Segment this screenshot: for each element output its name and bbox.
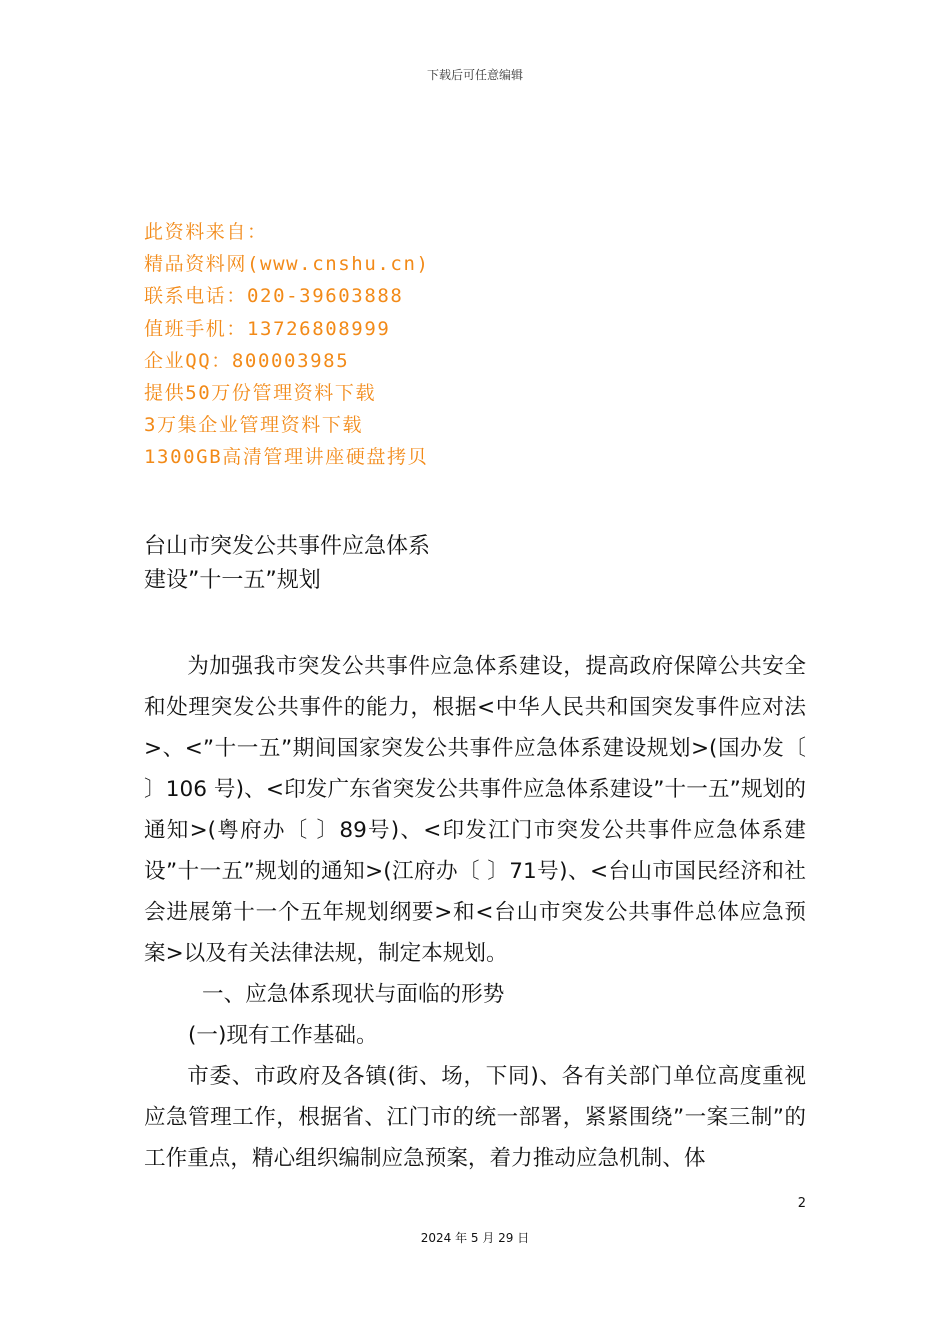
page-number: 2 bbox=[797, 1196, 806, 1211]
title-line-1: 台山市突发公共事件应急体系 bbox=[144, 534, 431, 559]
subsection-heading: (一)现有工作基础。 bbox=[188, 1023, 378, 1048]
intro-paragraph: 为加强我市突发公共事件应急体系建设，提高政府保障公共安全和处理突发公共事件的能力，根据<中华人民共和国突发事件应对法>、<”十一五”期间国家突发公共事件应急体系建设规划>(国办发〔 〕106 号)、<印发广东省突发公共事件应急体系建设”十一五”规划的通知>(粤府办〔 〕89号)、<印发江门市突发公共事件应急体系建设”十一五”规划的通知>(江府办〔 〕71号)、<台山市国民经济和社会进展第十一个五年规划纲要>和<台山市突发公共事件总体应急预案>以及有关法律法规，制定本规划。 bbox=[144, 654, 806, 966]
offer-line-3: 1300GB高清管理讲座硬盘拷贝 bbox=[144, 446, 429, 469]
source-website-line: 精品资料网(www.cnshu.cn) bbox=[144, 253, 430, 276]
document-title bbox=[144, 530, 804, 598]
offer-line-2: 3万集企业管理资料下载 bbox=[144, 414, 364, 437]
title-line-2: 建设”十一五”规划 bbox=[144, 568, 321, 593]
source-notice-block bbox=[144, 216, 804, 474]
source-notice-line: 此资料来自： bbox=[144, 221, 268, 243]
body-paragraph: 市委、市政府及各镇(街、场，下同)、各有关部门单位高度重视应急管理工作，根据省、江门市的统一部署，紧紧围绕”一案三制”的工作重点，精心组织编制应急预案，着力推动应急机制、体 bbox=[144, 1064, 806, 1171]
qq-line: 企业QQ：800003985 bbox=[144, 349, 350, 372]
page-header: 下载后可任意编辑 bbox=[426, 68, 523, 82]
contact-phone-line: 联系电话：020-39603888 bbox=[144, 285, 404, 308]
page-footer-date: 2024 年 5 月 29 日 bbox=[420, 1231, 530, 1245]
section-heading: 一、应急体系现状与面临的形势 bbox=[202, 982, 505, 1007]
document-body bbox=[144, 646, 806, 1179]
offer-line-1: 提供50万份管理资料下载 bbox=[144, 381, 377, 404]
mobile-phone-line: 值班手机：13726808999 bbox=[144, 317, 391, 340]
